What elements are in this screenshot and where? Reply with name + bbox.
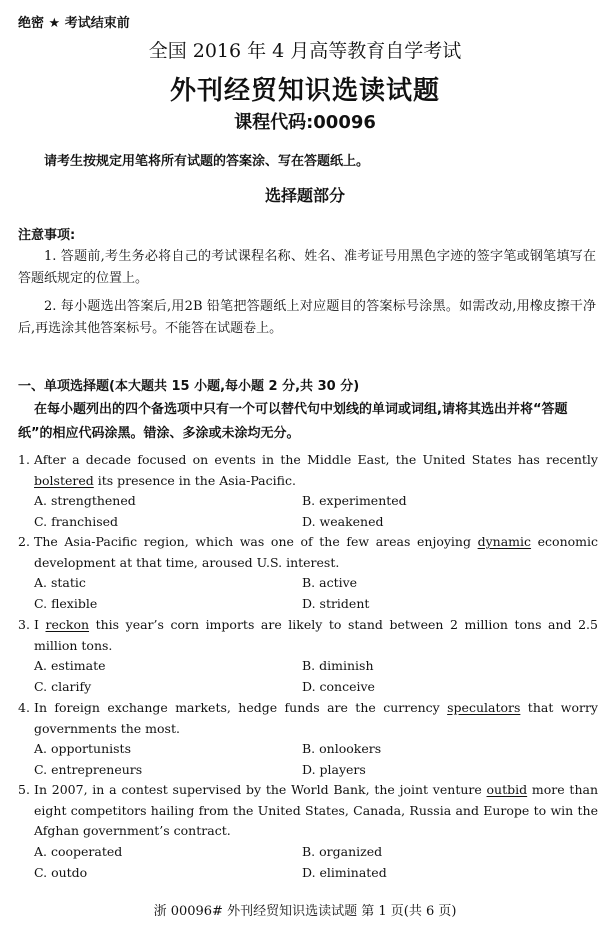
options: [34, 842, 598, 884]
options: [34, 656, 598, 698]
question-text: After a decade focused on events in the Middle East, the United States has recently bolstered its presence in the Asia-Pacific.: [34, 452, 598, 488]
option-c: C. flexible: [34, 596, 98, 611]
option-b: B. onlookers: [302, 741, 382, 756]
section-directions: 在每小题列出的四个备选项中只有一个可以替代句中划线的单词或词组,请将其选出并将“答题纸”的相应代码涂黑。错涂、多涂或未涂均无分。: [18, 402, 568, 441]
notes-heading: 注意事项:: [18, 228, 76, 243]
option-a: A. cooperated: [34, 843, 123, 859]
underlined-word: outbid: [486, 782, 528, 797]
question-text: In foreign exchange markets, hedge funds are the currency speculators that worry governments the most.: [34, 700, 598, 736]
question-number: 2.: [18, 534, 30, 549]
option-d: D. eliminated: [302, 864, 387, 880]
question-number: 5.: [18, 782, 30, 797]
underlined-word: dynamic: [477, 534, 532, 549]
underlined-word: bolstered: [34, 472, 94, 488]
section-heading: 一、单项选择题(本大题共 15 小题,每小题 2 分,共 30 分): [18, 379, 360, 394]
option-a: A. opportunists: [34, 741, 131, 756]
option-c: C. entrepreneurs: [34, 762, 143, 777]
part-title: 选择题部分: [264, 186, 345, 205]
option-a: A. static: [34, 575, 86, 590]
options: [34, 573, 598, 615]
option-b: B. diminish: [302, 658, 374, 673]
underlined-word: speculators: [447, 700, 521, 715]
exam-title: 全国 2016 年 4 月高等教育自学考试: [148, 40, 462, 62]
question-number: 1.: [18, 452, 30, 467]
option-b: B. organized: [302, 843, 383, 859]
option-c: C. outdo: [34, 864, 88, 880]
question-3: [18, 615, 598, 698]
confidential-label: 绝密 ★ 考试结束前: [18, 16, 130, 31]
question-text: In 2007, in a contest supervised by the World Bank, the joint venture outbid more than eight competitors hailing from the United States, Canada, Russia and Europe to win the Afghan government’s contract.: [34, 782, 598, 838]
note-item: 2. 每小题选出答案后,用2B 铅笔把答题纸上对应题目的答案标号涂黑。如需改动,用橡皮擦干净后,再选涂其他答案标号。不能答在试题卷上。: [18, 299, 596, 336]
option-a: A. strengthened: [34, 493, 136, 508]
options: [34, 739, 598, 781]
option-d: D. conceive: [302, 679, 375, 694]
question-text: I reckon this year’s corn imports are likely to stand between 2 million tons and 2.5 million tons.: [34, 617, 598, 653]
general-instruction: 请考生按规定用笔将所有试题的答案涂、写在答题纸上。: [44, 154, 370, 169]
underlined-word: reckon: [45, 617, 90, 632]
question-number: 4.: [18, 700, 30, 715]
option-a: A. estimate: [34, 658, 106, 673]
note-item: 1. 答题前,考生务必将自己的考试课程名称、姓名、准考证号用黑色字迹的签字笔或钢笔填写在答题纸规定的位置上。: [18, 249, 596, 286]
question-number: 3.: [18, 617, 30, 632]
option-b: B. active: [302, 575, 358, 590]
option-d: D. strident: [302, 596, 370, 611]
question-4: [18, 698, 598, 781]
question-text: The Asia-Pacific region, which was one of the few areas enjoying dynamic economic development at that time, aroused U.S. interest.: [34, 534, 599, 570]
option-c: C. franchised: [34, 514, 119, 529]
option-d: D. weakened: [302, 514, 384, 529]
question-2: [18, 532, 598, 615]
question-5: [18, 780, 598, 884]
question-1: [18, 450, 598, 533]
subject-title: 外刊经贸知识选读试题: [169, 76, 440, 106]
options: [34, 491, 598, 533]
page-footer: 浙 00096# 外刊经贸知识选读试题 第 1 页(共 6 页): [153, 904, 457, 919]
course-code: 课程代码:00096: [234, 112, 376, 133]
option-d: D. players: [302, 762, 366, 777]
option-c: C. clarify: [34, 679, 92, 694]
option-b: B. experimented: [302, 493, 407, 508]
